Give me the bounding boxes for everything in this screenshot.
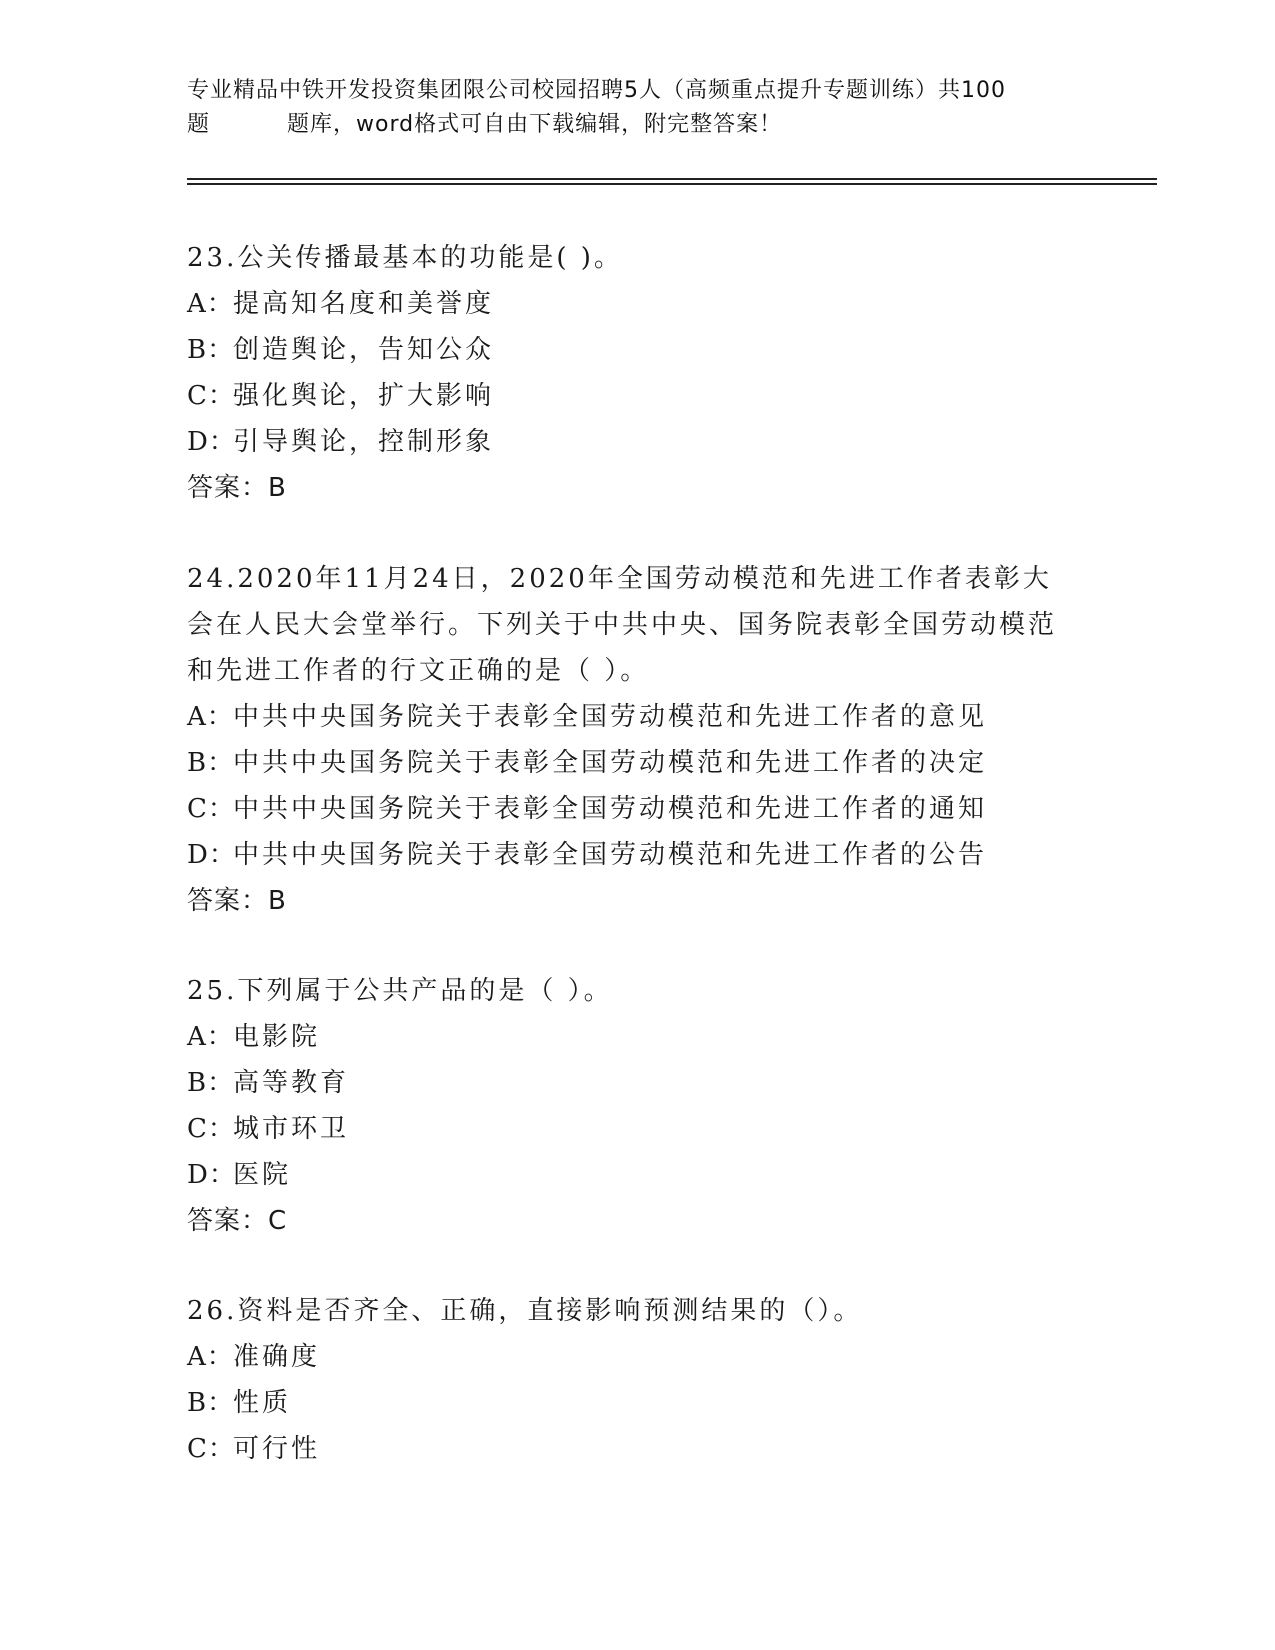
option-a: [187, 281, 1067, 327]
option-label: A：: [187, 1342, 234, 1372]
option-c: [187, 1106, 1067, 1152]
option-label: D：: [187, 840, 236, 870]
answer-line: 答案：B: [187, 473, 287, 503]
option-b: [187, 740, 1067, 786]
question-stem: 25.下列属于公共产品的是（ ）。: [187, 976, 613, 1006]
option-label: B：: [187, 335, 235, 365]
option-text: 城市环卫: [233, 1114, 350, 1144]
option-text: 高等教育: [233, 1068, 350, 1098]
option-b: [187, 1380, 1067, 1426]
option-text: 可行性: [233, 1434, 321, 1464]
option-text: 中共中央国务院关于表彰全国劳动模范和先进工作者的公告: [233, 840, 988, 870]
question-26: [187, 1288, 1067, 1472]
question-23: [187, 235, 1067, 511]
option-d: [187, 832, 1067, 878]
option-label: A：: [187, 702, 234, 732]
option-a: [187, 1014, 1067, 1060]
option-b: [187, 1060, 1067, 1106]
header-line-1: 专业精品中铁开发投资集团限公司校园招聘5人（高频重点提升专题训练）共100: [187, 78, 1006, 103]
option-label: B：: [187, 1388, 235, 1418]
option-text: 强化舆论，扩大影响: [233, 381, 495, 411]
header-line-2: [187, 108, 1087, 142]
option-text: 准确度: [233, 1342, 321, 1372]
option-d: [187, 419, 1067, 465]
question-stem: 23.公关传播最基本的功能是( )。: [187, 243, 623, 273]
header-line-2-lead: 题: [187, 112, 211, 137]
option-text: 性质: [233, 1388, 292, 1418]
option-d: [187, 1152, 1067, 1198]
option-text: 中共中央国务院关于表彰全国劳动模范和先进工作者的决定: [233, 748, 988, 778]
option-label: D：: [187, 427, 236, 457]
option-text: 电影院: [233, 1022, 321, 1052]
header-line-2-text: 题库，word格式可自由下载编辑，附完整答案！: [287, 112, 783, 137]
option-c: [187, 786, 1067, 832]
question-stem: 26.资料是否齐全、正确，直接影响预测结果的（）。: [187, 1296, 863, 1326]
option-b: [187, 327, 1067, 373]
option-label: B：: [187, 748, 235, 778]
header-divider-top: [187, 178, 1157, 180]
option-label: C：: [187, 1114, 235, 1144]
option-label: C：: [187, 1434, 235, 1464]
option-text: 引导舆论，控制形象: [233, 427, 495, 457]
option-text: 中共中央国务院关于表彰全国劳动模范和先进工作者的意见: [233, 702, 988, 732]
question-24: [187, 556, 1067, 924]
option-text: 中共中央国务院关于表彰全国劳动模范和先进工作者的通知: [233, 794, 988, 824]
option-a: [187, 694, 1067, 740]
option-label: D：: [187, 1160, 236, 1190]
header-divider-bottom: [187, 183, 1157, 185]
option-label: A：: [187, 1022, 234, 1052]
option-text: 提高知名度和美誉度: [233, 289, 495, 319]
question-stem: 24.2020年11月24日，2020年全国劳动模范和先进工作者表彰大会在人民大会堂举行。下列关于中共中央、国务院表彰全国劳动模范和先进工作者的行文正确的是（ ）。: [187, 564, 1058, 686]
option-label: C：: [187, 381, 235, 411]
option-label: B：: [187, 1068, 235, 1098]
option-a: [187, 1334, 1067, 1380]
option-label: A：: [187, 289, 234, 319]
option-text: 创造舆论，告知公众: [233, 335, 495, 365]
answer-line: 答案：C: [187, 1206, 288, 1236]
answer-line: 答案：B: [187, 886, 287, 916]
option-text: 医院: [233, 1160, 292, 1190]
question-25: [187, 968, 1067, 1244]
option-label: C：: [187, 794, 235, 824]
option-c: [187, 1426, 1067, 1472]
option-c: [187, 373, 1067, 419]
document-header: [187, 74, 1087, 142]
